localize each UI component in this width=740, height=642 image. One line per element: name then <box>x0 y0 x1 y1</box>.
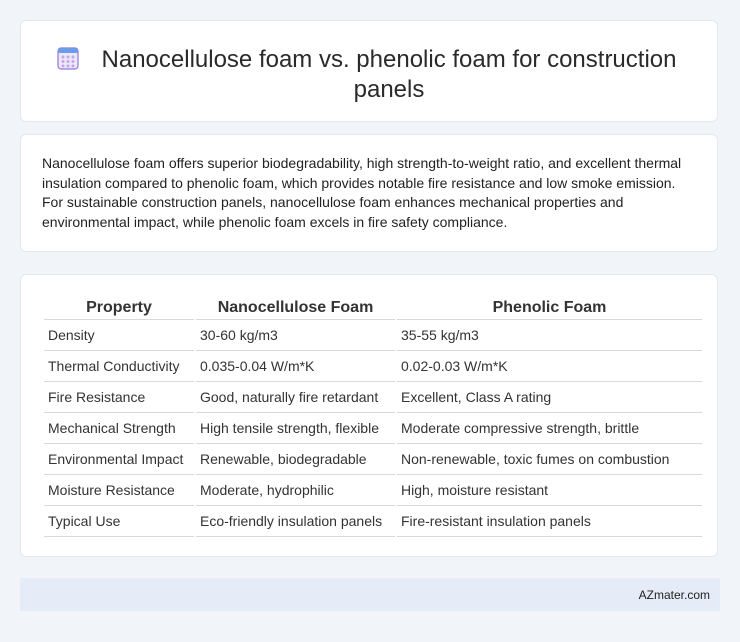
row-property: Typical Use <box>44 506 194 537</box>
table-row <box>44 382 702 413</box>
row-property: Density <box>44 320 194 351</box>
row-phenolic-value: High, moisture resistant <box>397 475 702 506</box>
row-phenolic-value: 0.02-0.03 W/m*K <box>397 351 702 382</box>
summary-card <box>20 134 718 252</box>
row-nanocellulose-value: Renewable, biodegradable <box>196 444 395 475</box>
footer-bar <box>20 578 720 611</box>
page-title: Nanocellulose foam vs. phenolic foam for construction panels <box>101 46 677 103</box>
column-header-phenolic: Phenolic Foam <box>397 295 702 320</box>
footer-source-link[interactable]: AZmater.com <box>638 588 710 602</box>
row-phenolic-value: 35-55 kg/m3 <box>397 320 702 351</box>
row-phenolic-value: Excellent, Class A rating <box>397 382 702 413</box>
row-property: Environmental Impact <box>44 444 194 475</box>
comparison-table <box>42 295 704 537</box>
table-row <box>44 506 702 537</box>
title-card <box>20 20 718 122</box>
table-row <box>44 444 702 475</box>
table-header-row <box>44 295 702 320</box>
table-row <box>44 413 702 444</box>
row-property: Thermal Conductivity <box>44 351 194 382</box>
row-nanocellulose-value: Moderate, hydrophilic <box>196 475 395 506</box>
column-header-property: Property <box>44 295 194 320</box>
row-property: Moisture Resistance <box>44 475 194 506</box>
row-phenolic-value: Non-renewable, toxic fumes on combustion <box>397 444 702 475</box>
table-row <box>44 320 702 351</box>
row-property: Fire Resistance <box>44 382 194 413</box>
row-nanocellulose-value: 30-60 kg/m3 <box>196 320 395 351</box>
row-phenolic-value: Fire-resistant insulation panels <box>397 506 702 537</box>
row-phenolic-value: Moderate compressive strength, brittle <box>397 413 702 444</box>
row-nanocellulose-value: High tensile strength, flexible <box>196 413 395 444</box>
row-property: Mechanical Strength <box>44 413 194 444</box>
column-header-nanocellulose: Nanocellulose Foam <box>196 295 395 320</box>
row-nanocellulose-value: Good, naturally fire retardant <box>196 382 395 413</box>
row-nanocellulose-value: 0.035-0.04 W/m*K <box>196 351 395 382</box>
table-row <box>44 475 702 506</box>
summary-text: Nanocellulose foam offers superior biodegradability, high strength-to-weight ratio, and excellent thermal insulation compared to phenolic foam, which provides notable fire resistance and low smoke emission. For sustainable construction panels, nanocellulose foam enhances mechanical properties and environmental impact, while phenolic foam excels in fire safety compliance. <box>42 155 682 230</box>
table-row <box>44 351 702 382</box>
row-nanocellulose-value: Eco-friendly insulation panels <box>196 506 395 537</box>
comparison-table-card <box>20 274 718 557</box>
